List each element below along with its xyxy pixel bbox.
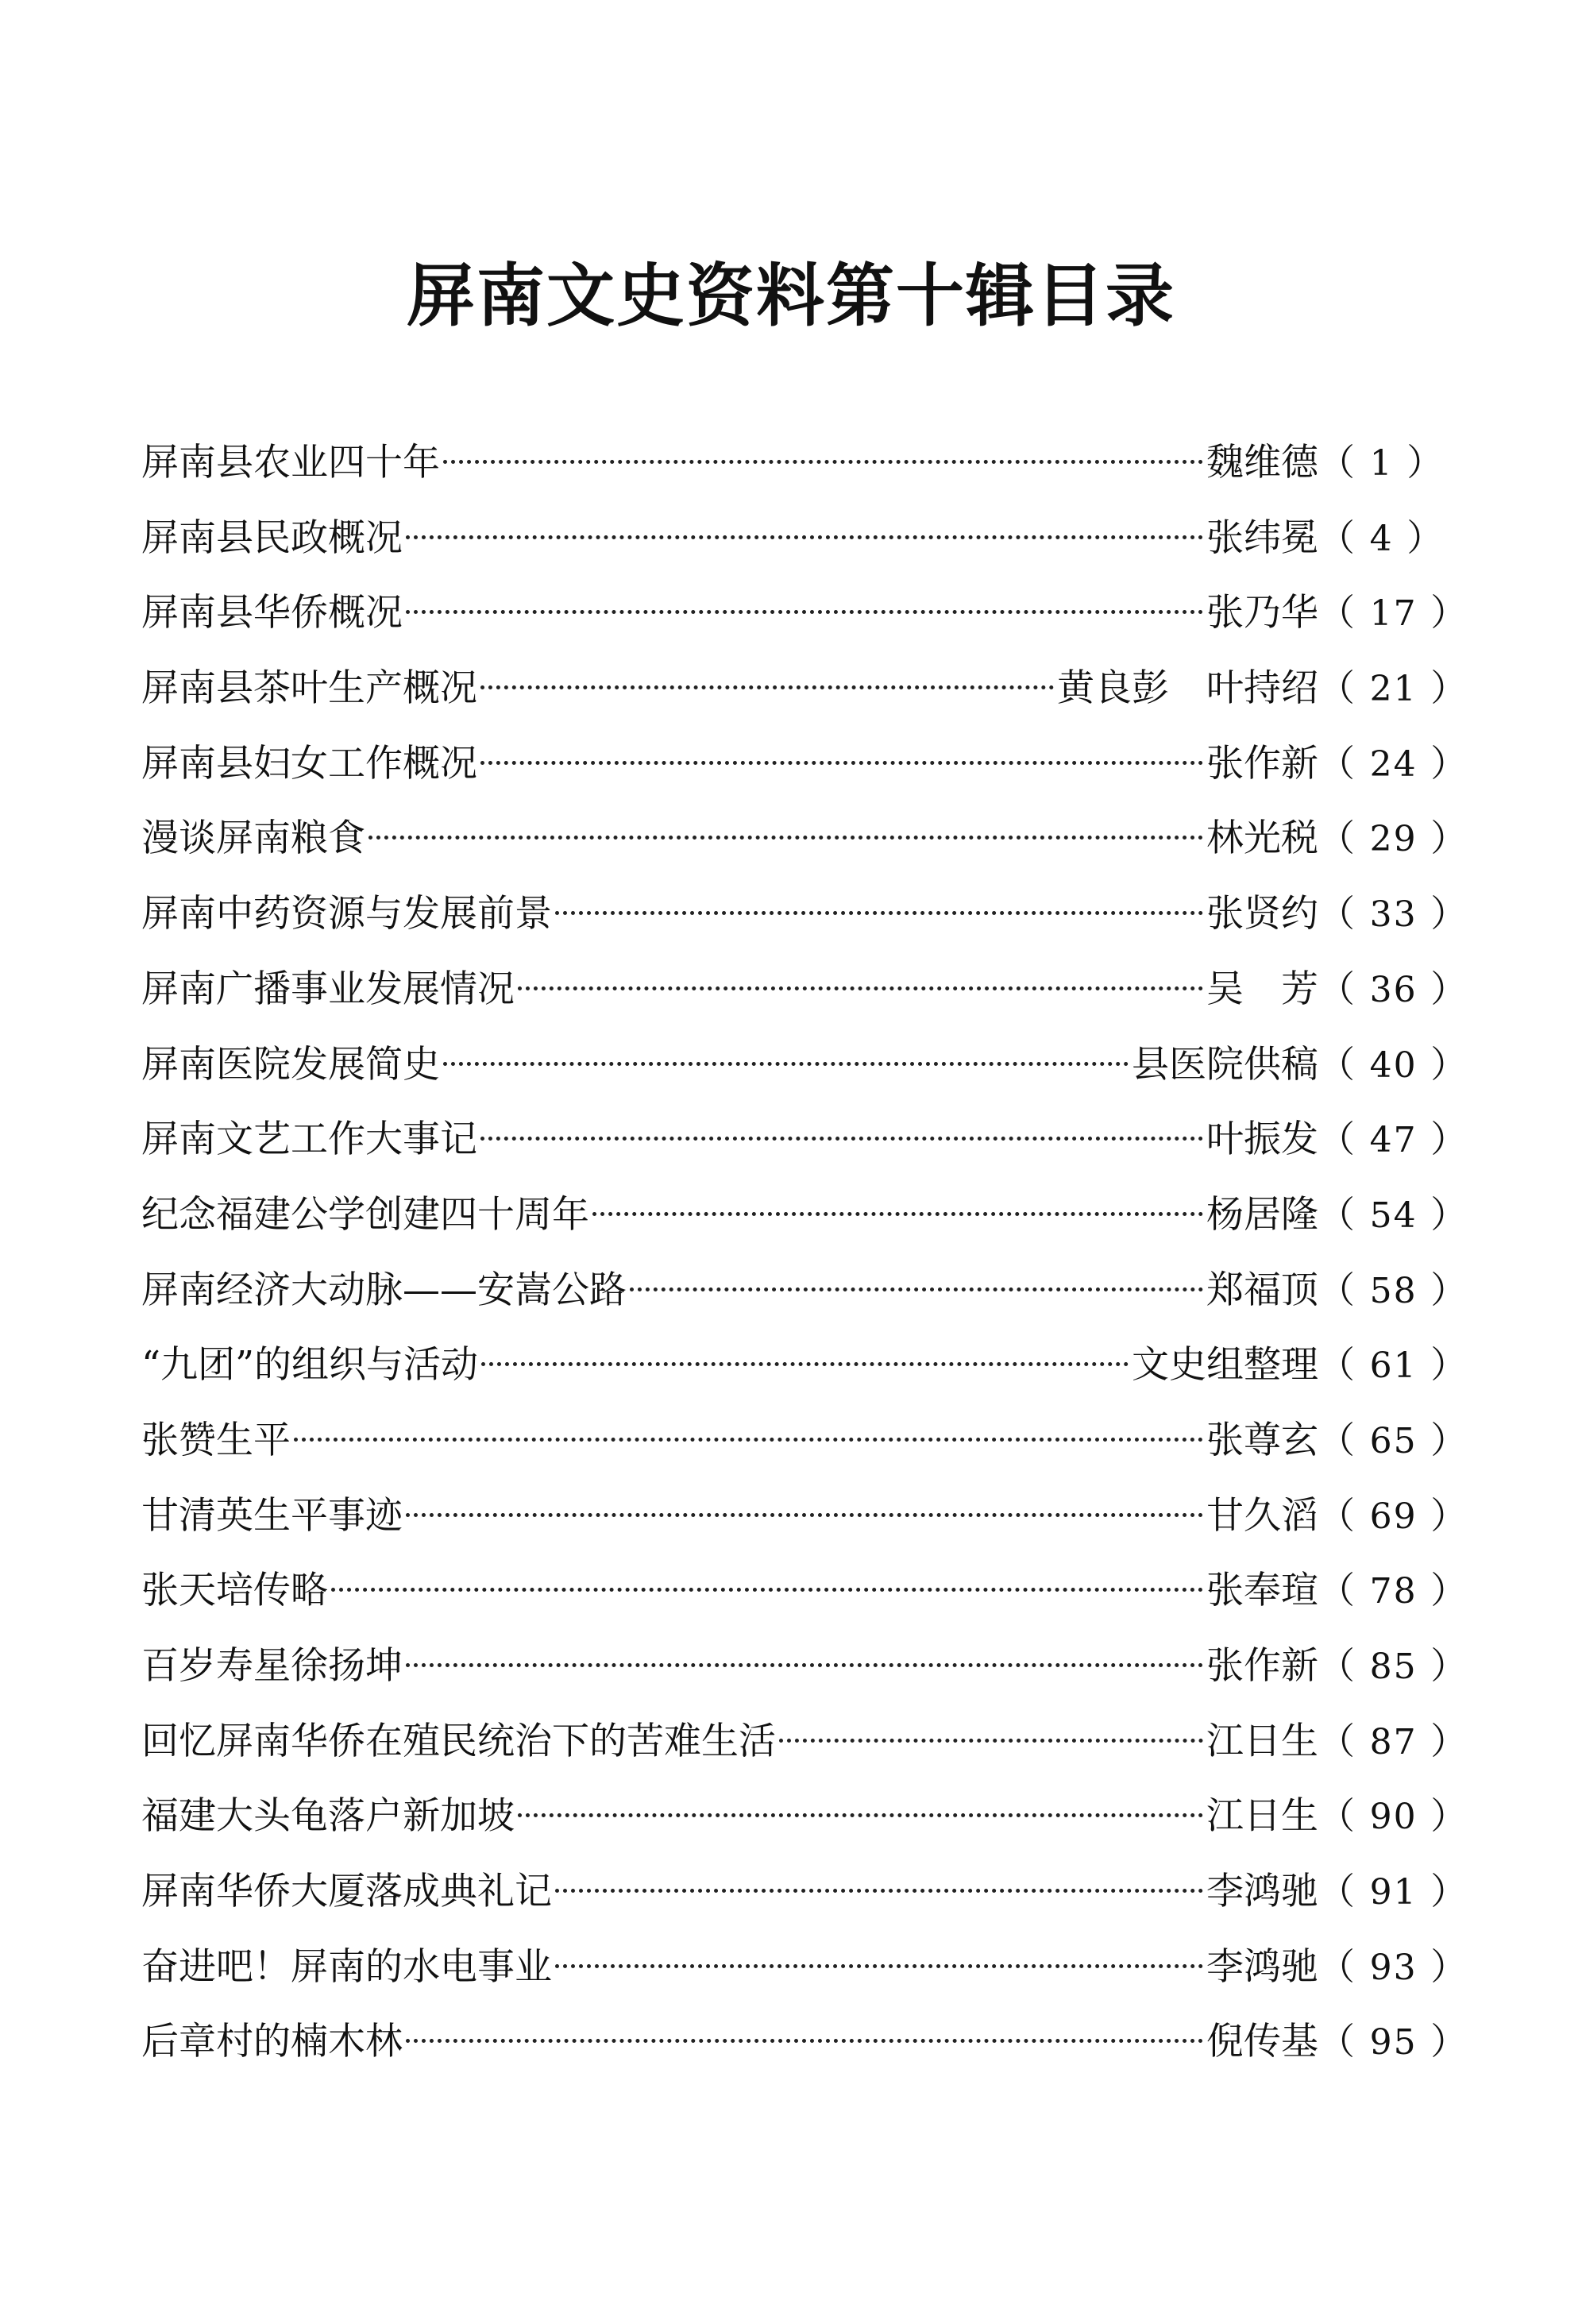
page-number-value: 54 <box>1369 1195 1418 1236</box>
entry-title: 回忆屏南华侨在殖民统治下的苦难生活 <box>141 1719 776 1763</box>
toc-entry <box>141 876 1469 952</box>
entry-page-number: （ 24 ） <box>1318 741 1469 785</box>
toc-entry <box>141 1253 1469 1328</box>
entry-page-number: （ 54 ） <box>1318 1192 1469 1236</box>
toc-entry <box>141 1929 1469 2005</box>
toc-entry <box>141 1327 1469 1403</box>
toc-entry <box>141 1854 1469 1929</box>
page-number-value: 69 <box>1369 1496 1418 1537</box>
entry-title: 漫谈屏南粮食 <box>141 816 365 861</box>
dot-leader <box>406 1513 1203 1517</box>
dot-leader <box>630 1287 1203 1291</box>
entry-title: 屏南县妇女工作概况 <box>141 741 477 786</box>
entry-page-number: （ 36 ） <box>1318 967 1469 1010</box>
dot-leader <box>480 685 1054 689</box>
entry-page-number: （ 4 ） <box>1318 515 1445 559</box>
entry-title: 奋进吧！屏南的水电事业 <box>141 1944 552 1989</box>
entry-title: 屏南医院发展简史 <box>141 1042 440 1087</box>
toc-entry <box>141 952 1469 1027</box>
dot-leader <box>518 986 1203 990</box>
entry-page-number: （ 95 ） <box>1318 2020 1469 2063</box>
entry-author: 张作新 <box>1206 1644 1318 1688</box>
dot-leader <box>592 1212 1203 1216</box>
dot-leader <box>555 1964 1203 1968</box>
entry-title: 屏南中药资源与发展前景 <box>141 892 552 936</box>
page-number-value: 1 <box>1369 443 1394 484</box>
page-number-value: 47 <box>1369 1120 1418 1161</box>
toc-entry <box>141 1553 1469 1628</box>
page-number-value: 85 <box>1369 1646 1418 1687</box>
entry-author: 县医院供稿 <box>1132 1042 1318 1087</box>
dot-leader <box>779 1739 1203 1743</box>
entry-author: 叶振发 <box>1206 1118 1318 1162</box>
entry-page-number: （ 40 ） <box>1318 1042 1469 1086</box>
page-number-value: 58 <box>1369 1270 1418 1311</box>
dot-leader <box>555 1889 1203 1893</box>
page-number-value: 95 <box>1369 2022 1418 2063</box>
entry-title: 纪念福建公学创建四十周年 <box>141 1192 589 1237</box>
toc-entry <box>141 1778 1469 1854</box>
entry-author: 江日生 <box>1206 1719 1318 1763</box>
entry-author: 李鸿驰 <box>1206 1870 1318 1914</box>
entry-author: 李鸿驰 <box>1206 1944 1318 1989</box>
entry-author: 杨居隆 <box>1206 1192 1318 1237</box>
entry-author: 郑福顶 <box>1206 1268 1318 1312</box>
entry-page-number: （ 58 ） <box>1318 1268 1469 1311</box>
toc-entry <box>141 1628 1469 1704</box>
entry-title: 福建大头龟落户新加坡 <box>141 1794 515 1839</box>
page-number-value: 61 <box>1369 1345 1418 1387</box>
entry-author: 张纬冕 <box>1206 515 1318 560</box>
page-title: 屏南文史资料第十辑目录 <box>407 256 1175 336</box>
page-number-value: 90 <box>1369 1797 1418 1838</box>
dot-leader <box>406 2039 1203 2043</box>
entry-author: 倪传基 <box>1206 2020 1318 2064</box>
dot-leader <box>443 460 1203 464</box>
dot-leader <box>480 761 1203 765</box>
page-number-value: 33 <box>1369 894 1418 936</box>
dot-leader <box>518 1813 1203 1817</box>
entry-title: 屏南县农业四十年 <box>141 441 440 484</box>
entry-author: 文史组整理 <box>1132 1343 1318 1388</box>
entry-title: 屏南文艺工作大事记 <box>141 1118 477 1162</box>
dot-leader <box>406 610 1203 614</box>
toc-entry <box>141 2004 1469 2079</box>
entry-author: 张贤约 <box>1206 892 1318 936</box>
dot-leader <box>481 1362 1129 1366</box>
toc-entry <box>141 1478 1469 1554</box>
page-number-value: 29 <box>1369 819 1418 860</box>
entry-title: 屏南经济大动脉——安嵩公路 <box>141 1268 627 1312</box>
entry-title: 屏南华侨大厦落成典礼记 <box>141 1870 552 1914</box>
dot-leader <box>331 1588 1203 1592</box>
page-number-value: 21 <box>1369 669 1418 710</box>
entry-title: 屏南县民政概况 <box>141 515 403 560</box>
entry-author: 吴 芳 <box>1206 967 1318 1011</box>
dot-leader <box>368 836 1203 840</box>
page-number-value: 93 <box>1369 1947 1418 1988</box>
dot-leader <box>406 1663 1203 1667</box>
page-number-value: 4 <box>1369 518 1394 559</box>
table-of-contents <box>141 425 1469 2079</box>
page-number-value: 24 <box>1369 743 1418 785</box>
entry-page-number: （ 17 ） <box>1318 591 1469 635</box>
page-number-value: 78 <box>1369 1571 1418 1612</box>
entry-author: 林光税 <box>1206 816 1318 861</box>
entry-author: 甘久滔 <box>1206 1493 1318 1538</box>
entry-author: 江日生 <box>1206 1794 1318 1839</box>
entry-title: “九团”的组织与活动 <box>141 1343 479 1388</box>
entry-author: 张尊玄 <box>1206 1418 1318 1462</box>
page-number-value: 65 <box>1369 1420 1418 1461</box>
dot-leader <box>294 1438 1203 1442</box>
entry-page-number: （ 90 ） <box>1318 1794 1469 1838</box>
dot-leader <box>555 911 1203 915</box>
entry-author: 张奉瑄 <box>1206 1569 1318 1613</box>
toc-entry <box>141 1177 1469 1253</box>
entry-author: 张作新 <box>1206 741 1318 786</box>
entry-page-number: （ 87 ） <box>1318 1719 1469 1762</box>
entry-title: 甘清英生平事迹 <box>141 1493 403 1538</box>
page-number-value: 87 <box>1369 1721 1418 1762</box>
toc-entry <box>141 1102 1469 1177</box>
toc-entry <box>141 1704 1469 1779</box>
entry-page-number: （ 91 ） <box>1318 1870 1469 1913</box>
page-number-value: 36 <box>1369 969 1418 1010</box>
entry-page-number: （ 21 ） <box>1318 666 1469 710</box>
entry-author: 黄良彭 叶持绍 <box>1057 666 1318 711</box>
entry-page-number: （ 33 ） <box>1318 892 1469 936</box>
entry-title: 张天培传略 <box>141 1569 328 1613</box>
toc-entry <box>141 575 1469 650</box>
page-number-value: 17 <box>1369 593 1418 635</box>
page-number-value: 91 <box>1369 1872 1418 1913</box>
entry-author: 张乃华 <box>1206 591 1318 635</box>
toc-entry <box>141 801 1469 876</box>
entry-page-number: （ 69 ） <box>1318 1493 1469 1537</box>
dot-leader <box>480 1137 1203 1141</box>
entry-title: 屏南县华侨概况 <box>141 591 403 635</box>
entry-title: 百岁寿星徐扬坤 <box>141 1644 403 1688</box>
entry-page-number: （ 65 ） <box>1318 1418 1469 1461</box>
entry-page-number: （ 93 ） <box>1318 1944 1469 1988</box>
toc-entry <box>141 1027 1469 1102</box>
entry-title: 张赞生平 <box>141 1418 291 1462</box>
toc-entry <box>141 1403 1469 1478</box>
toc-entry <box>141 425 1445 500</box>
entry-author: 魏维德 <box>1206 441 1318 484</box>
page-number-value: 40 <box>1369 1044 1418 1086</box>
entry-page-number: （ 29 ） <box>1318 816 1469 860</box>
dot-leader <box>406 535 1203 539</box>
entry-page-number: （ 61 ） <box>1318 1343 1469 1387</box>
entry-page-number: （ 47 ） <box>1318 1118 1469 1161</box>
entry-title: 屏南县茶叶生产概况 <box>141 666 477 711</box>
dot-leader <box>443 1062 1129 1066</box>
entry-page-number: （ 78 ） <box>1318 1569 1469 1612</box>
entry-title: 屏南广播事业发展情况 <box>141 967 515 1011</box>
toc-entry <box>141 500 1445 576</box>
entry-page-number: （ 85 ） <box>1318 1644 1469 1687</box>
entry-title: 后章村的楠木林 <box>141 2020 403 2064</box>
toc-entry <box>141 726 1469 801</box>
entry-page-number: （ 1 ） <box>1318 441 1445 484</box>
toc-entry <box>141 650 1469 726</box>
